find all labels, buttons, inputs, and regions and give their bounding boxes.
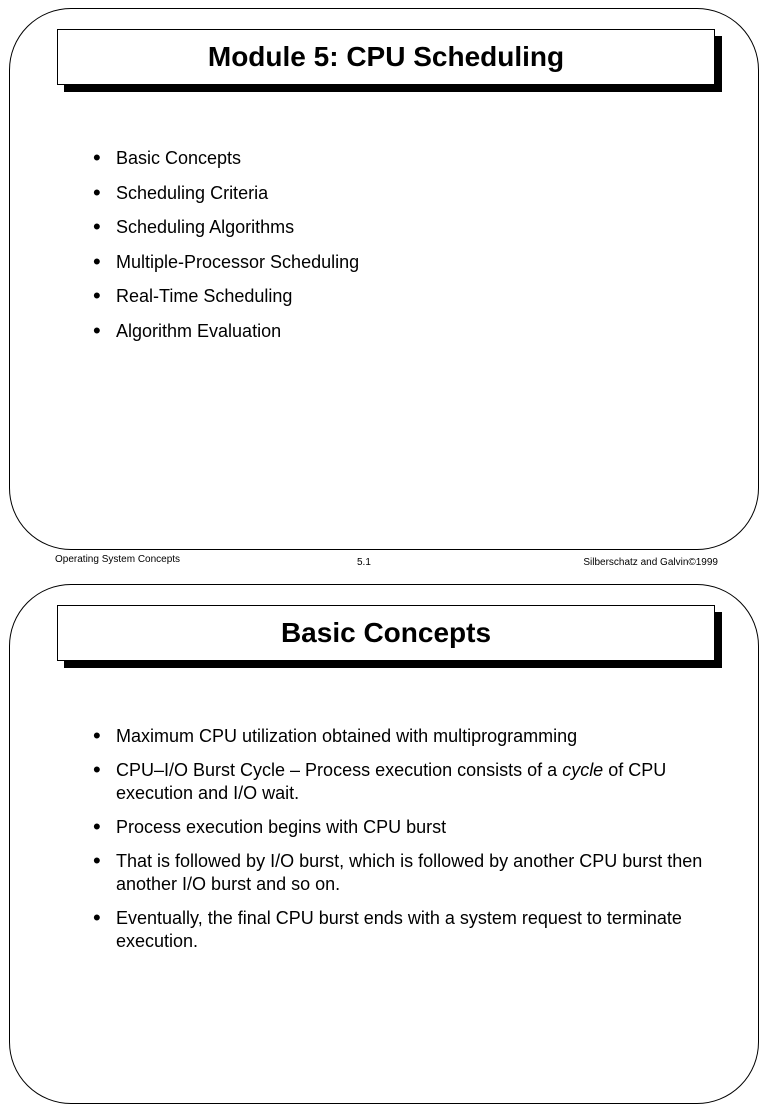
bullet-icon: • — [93, 283, 101, 309]
slide-title-box — [57, 29, 715, 85]
bullet-text: Scheduling Criteria — [116, 182, 269, 203]
bullet-text: Maximum CPU utilization obtained with multiprogramming — [116, 726, 578, 746]
slide-title: Basic Concepts — [280, 617, 492, 648]
slide-title-box — [57, 605, 715, 661]
slide-1 — [9, 8, 759, 550]
bullet-icon: • — [93, 814, 101, 839]
bullet-icon: • — [93, 145, 101, 170]
bullet-text-emphasis: cycle — [562, 760, 604, 780]
bullet-text: Eventually, the final CPU burst ends with a system request to terminate execution. — [116, 908, 682, 951]
bullet-text: Basic Concepts — [116, 148, 242, 168]
bullet-icon: • — [93, 214, 101, 240]
footer-page-number: 5.1 — [357, 557, 371, 568]
bullet-item — [93, 759, 718, 805]
page-footer — [0, 551, 768, 571]
bullet-list — [93, 147, 718, 355]
bullet-item — [93, 179, 718, 205]
bullet-icon: • — [93, 905, 101, 930]
bullet-text-part: CPU–I/O Burst Cycle – Process execution consists of a — [116, 760, 563, 780]
slide-2 — [9, 584, 759, 1104]
bullet-text-part: of CPU execution and I/O wait. — [116, 760, 667, 803]
bullet-text: Algorithm Evaluation — [116, 320, 282, 341]
bullet-text: Scheduling Algorithms — [116, 217, 295, 238]
bullet-item — [93, 285, 718, 308]
bullet-item — [93, 317, 718, 343]
bullet-text: That is followed by I/O burst, which is followed by another CPU burst then another I/O burst and so on. — [116, 851, 703, 894]
bullet-item — [93, 850, 718, 896]
footer-book-title: Operating System Concepts — [55, 554, 181, 565]
footer-copyright: Silberschatz and Galvin©1999 — [583, 557, 718, 568]
bullet-text: Process execution begins with CPU burst — [116, 817, 447, 837]
bullet-item — [93, 725, 718, 748]
bullet-text: Real-Time Scheduling — [116, 286, 293, 307]
bullet-item — [93, 816, 718, 839]
bullet-icon: • — [93, 248, 101, 274]
slide-title: Module 5: CPU Scheduling — [207, 41, 565, 72]
bullet-item — [93, 216, 718, 239]
bullet-icon: • — [93, 757, 101, 782]
bullet-icon: • — [93, 723, 101, 748]
bullet-text — [116, 760, 666, 803]
bullet-item — [93, 248, 718, 274]
bullet-icon: • — [93, 848, 101, 873]
bullet-list — [93, 725, 718, 964]
bullet-text: Multiple-Processor Scheduling — [116, 251, 360, 272]
bullet-icon: • — [93, 317, 101, 343]
bullet-icon: • — [93, 179, 101, 205]
bullet-item — [93, 147, 718, 170]
bullet-item — [93, 907, 718, 953]
